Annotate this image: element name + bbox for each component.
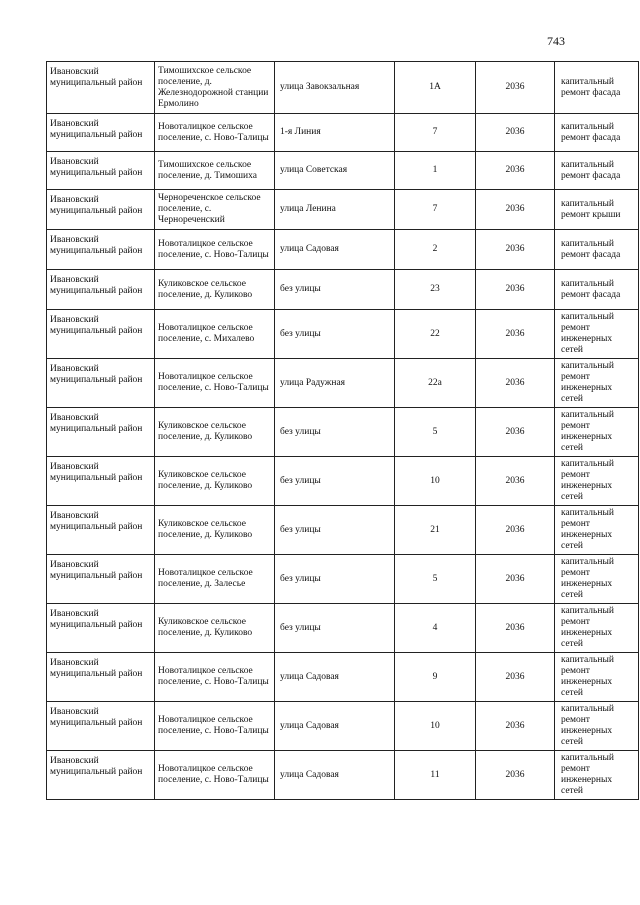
table-row xyxy=(47,152,639,190)
work-type-cell: капитальный ремонт крыши xyxy=(555,190,639,230)
house-number-cell: 5 xyxy=(395,408,476,457)
table-row xyxy=(47,506,639,555)
district-cell: Ивановский муниципальный район xyxy=(47,751,155,800)
table-row xyxy=(47,359,639,408)
page-number: 743 xyxy=(547,34,565,48)
house-number-cell: 7 xyxy=(395,114,476,152)
work-type-cell: капитальный ремонт инженерных сетей xyxy=(555,457,639,506)
district-cell: Ивановский муниципальный район xyxy=(47,114,155,152)
settlement-cell: Чернореченское сельское поселение, с. Чернореченский xyxy=(155,190,275,230)
settlement-cell: Новоталицкое сельское поселение, с. Ново-Талицы xyxy=(155,653,275,702)
street-cell: улица Ленина xyxy=(275,190,395,230)
year-cell: 2036 xyxy=(476,653,555,702)
work-type-cell: капитальный ремонт фасада xyxy=(555,230,639,270)
table-row xyxy=(47,114,639,152)
work-type-cell: капитальный ремонт инженерных сетей xyxy=(555,506,639,555)
street-cell: без улицы xyxy=(275,457,395,506)
year-cell: 2036 xyxy=(476,751,555,800)
year-cell: 2036 xyxy=(476,506,555,555)
house-number-cell: 21 xyxy=(395,506,476,555)
table-row xyxy=(47,751,639,800)
table-row xyxy=(47,604,639,653)
year-cell: 2036 xyxy=(476,604,555,653)
work-type-cell: капитальный ремонт инженерных сетей xyxy=(555,359,639,408)
house-number-cell: 9 xyxy=(395,653,476,702)
settlement-cell: Новоталицкое сельское поселение, с. Ново-Талицы xyxy=(155,702,275,751)
street-cell: без улицы xyxy=(275,310,395,359)
year-cell: 2036 xyxy=(476,702,555,751)
settlement-cell: Куликовское сельское поселение, д. Куликово xyxy=(155,408,275,457)
street-cell: улица Завокзальная xyxy=(275,62,395,114)
settlement-cell: Куликовское сельское поселение, д. Куликово xyxy=(155,270,275,310)
district-cell: Ивановский муниципальный район xyxy=(47,230,155,270)
house-number-cell: 4 xyxy=(395,604,476,653)
table-row xyxy=(47,653,639,702)
house-number-cell: 22а xyxy=(395,359,476,408)
district-cell: Ивановский муниципальный район xyxy=(47,152,155,190)
year-cell: 2036 xyxy=(476,152,555,190)
district-cell: Ивановский муниципальный район xyxy=(47,408,155,457)
settlement-cell: Новоталицкое сельское поселение, с. Ново-Талицы xyxy=(155,359,275,408)
work-type-cell: капитальный ремонт фасада xyxy=(555,152,639,190)
work-type-cell: капитальный ремонт инженерных сетей xyxy=(555,408,639,457)
year-cell: 2036 xyxy=(476,359,555,408)
settlement-cell: Куликовское сельское поселение, д. Куликово xyxy=(155,506,275,555)
table-row xyxy=(47,230,639,270)
street-cell: улица Садовая xyxy=(275,751,395,800)
year-cell: 2036 xyxy=(476,555,555,604)
house-number-cell: 7 xyxy=(395,190,476,230)
district-cell: Ивановский муниципальный район xyxy=(47,604,155,653)
house-number-cell: 5 xyxy=(395,555,476,604)
repair-schedule-table xyxy=(46,61,639,800)
house-number-cell: 22 xyxy=(395,310,476,359)
street-cell: улица Садовая xyxy=(275,653,395,702)
work-type-cell: капитальный ремонт фасада xyxy=(555,62,639,114)
street-cell: улица Садовая xyxy=(275,230,395,270)
settlement-cell: Куликовское сельское поселение, д. Куликово xyxy=(155,604,275,653)
district-cell: Ивановский муниципальный район xyxy=(47,555,155,604)
street-cell: улица Садовая xyxy=(275,702,395,751)
year-cell: 2036 xyxy=(476,190,555,230)
settlement-cell: Тимошихское сельское поселение, д. Тимошиха xyxy=(155,152,275,190)
street-cell: улица Советская xyxy=(275,152,395,190)
settlement-cell: Куликовское сельское поселение, д. Куликово xyxy=(155,457,275,506)
settlement-cell: Новоталицкое сельское поселение, с. Михалево xyxy=(155,310,275,359)
table-row xyxy=(47,408,639,457)
year-cell: 2036 xyxy=(476,310,555,359)
house-number-cell: 10 xyxy=(395,457,476,506)
table-row xyxy=(47,555,639,604)
work-type-cell: капитальный ремонт инженерных сетей xyxy=(555,751,639,800)
table-row xyxy=(47,457,639,506)
work-type-cell: капитальный ремонт инженерных сетей xyxy=(555,702,639,751)
street-cell: без улицы xyxy=(275,604,395,653)
district-cell: Ивановский муниципальный район xyxy=(47,359,155,408)
table-row xyxy=(47,190,639,230)
settlement-cell: Тимошихское сельское поселение, д. Железнодорожной станции Ермолино xyxy=(155,62,275,114)
work-type-cell: капитальный ремонт инженерных сетей xyxy=(555,653,639,702)
street-cell: без улицы xyxy=(275,270,395,310)
district-cell: Ивановский муниципальный район xyxy=(47,702,155,751)
district-cell: Ивановский муниципальный район xyxy=(47,310,155,359)
table-row xyxy=(47,270,639,310)
year-cell: 2036 xyxy=(476,408,555,457)
street-cell: без улицы xyxy=(275,506,395,555)
house-number-cell: 1А xyxy=(395,62,476,114)
house-number-cell: 10 xyxy=(395,702,476,751)
district-cell: Ивановский муниципальный район xyxy=(47,506,155,555)
street-cell: без улицы xyxy=(275,408,395,457)
year-cell: 2036 xyxy=(476,270,555,310)
year-cell: 2036 xyxy=(476,114,555,152)
year-cell: 2036 xyxy=(476,230,555,270)
work-type-cell: капитальный ремонт инженерных сетей xyxy=(555,604,639,653)
district-cell: Ивановский муниципальный район xyxy=(47,653,155,702)
work-type-cell: капитальный ремонт инженерных сетей xyxy=(555,310,639,359)
table-row xyxy=(47,62,639,114)
table-row xyxy=(47,310,639,359)
settlement-cell: Новоталицкое сельское поселение, с. Ново-Талицы xyxy=(155,114,275,152)
district-cell: Ивановский муниципальный район xyxy=(47,62,155,114)
house-number-cell: 11 xyxy=(395,751,476,800)
work-type-cell: капитальный ремонт фасада xyxy=(555,270,639,310)
settlement-cell: Новоталицкое сельское поселение, с. Ново-Талицы xyxy=(155,751,275,800)
house-number-cell: 23 xyxy=(395,270,476,310)
work-type-cell: капитальный ремонт фасада xyxy=(555,114,639,152)
table-row xyxy=(47,702,639,751)
year-cell: 2036 xyxy=(476,62,555,114)
district-cell: Ивановский муниципальный район xyxy=(47,270,155,310)
district-cell: Ивановский муниципальный район xyxy=(47,190,155,230)
settlement-cell: Новоталицкое сельское поселение, д. Залесье xyxy=(155,555,275,604)
house-number-cell: 1 xyxy=(395,152,476,190)
street-cell: улица Радужная xyxy=(275,359,395,408)
settlement-cell: Новоталицкое сельское поселение, с. Ново-Талицы xyxy=(155,230,275,270)
house-number-cell: 2 xyxy=(395,230,476,270)
district-cell: Ивановский муниципальный район xyxy=(47,457,155,506)
street-cell: без улицы xyxy=(275,555,395,604)
year-cell: 2036 xyxy=(476,457,555,506)
street-cell: 1-я Линия xyxy=(275,114,395,152)
work-type-cell: капитальный ремонт инженерных сетей xyxy=(555,555,639,604)
